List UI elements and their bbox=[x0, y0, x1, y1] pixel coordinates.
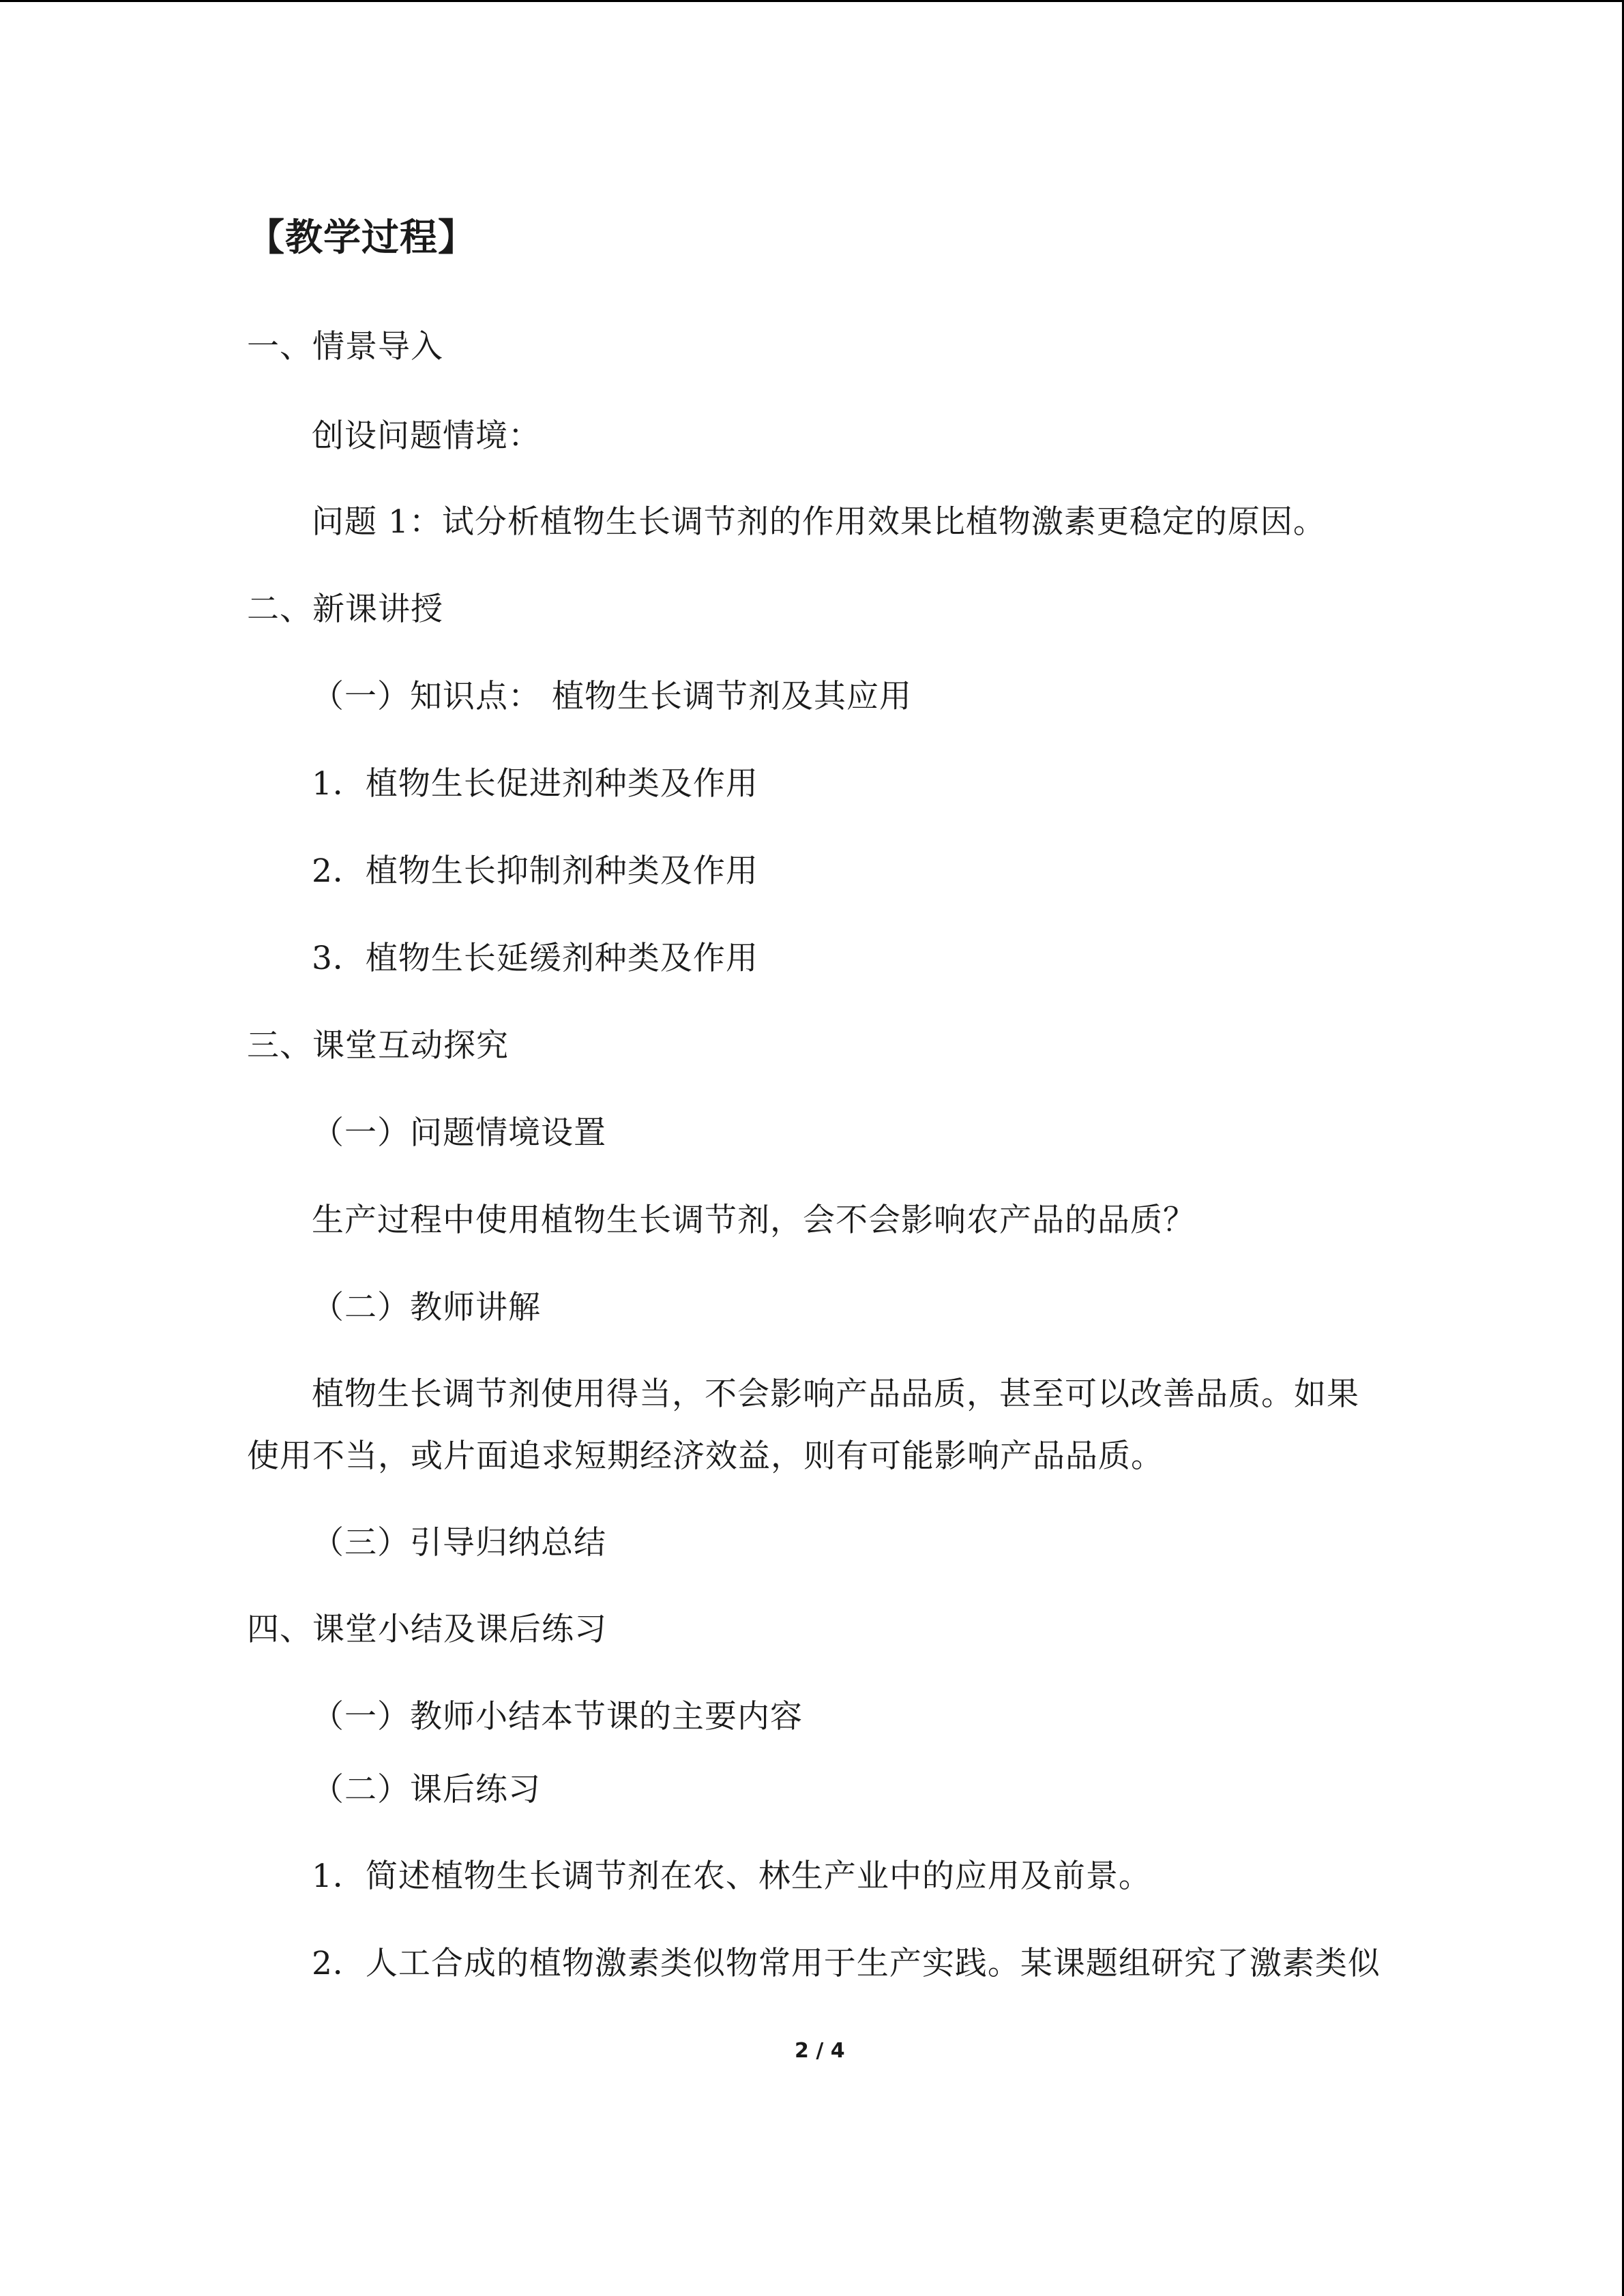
list-item: 1．简述植物生长调节剂在农、林生产业中的应用及前景。 bbox=[312, 1858, 1151, 1895]
paragraph-line: 使用不当，或片面追求短期经济效益，则有可能影响产品品质。 bbox=[247, 1437, 1164, 1475]
heading-new-lesson: 二、新课讲授 bbox=[247, 591, 443, 628]
heading-scene-intro: 一、情景导入 bbox=[247, 328, 443, 366]
heading-class-interaction: 三、课堂互动探究 bbox=[247, 1027, 509, 1064]
list-item: 1．植物生长促进剂种类及作用 bbox=[312, 765, 758, 803]
subheading-knowledge-point: （一）知识点： 植物生长调节剂及其应用 bbox=[312, 678, 912, 715]
heading-summary-exercises: 四、课堂小结及课后练习 bbox=[247, 1611, 607, 1648]
paragraph-line: 创设问题情境： bbox=[312, 417, 541, 455]
paragraph-line: 生产过程中使用植物生长调节剂，会不会影响农产品的品质？ bbox=[312, 1202, 1196, 1239]
subheading: （一）教师小结本节课的主要内容 bbox=[312, 1698, 803, 1735]
subheading: （三）引导归纳总结 bbox=[312, 1524, 606, 1562]
list-item: 3．植物生长延缓剂种类及作用 bbox=[312, 940, 758, 977]
subheading: （二）课后练习 bbox=[312, 1771, 541, 1808]
subheading: （二）教师讲解 bbox=[312, 1289, 541, 1326]
paragraph-line: 问题 1：试分析植物生长调节剂的作用效果比植物激素更稳定的原因。 bbox=[312, 503, 1326, 541]
subheading: （一）问题情境设置 bbox=[312, 1114, 606, 1152]
list-item: 2．人工合成的植物激素类似物常用于生产实践。某课题组研究了激素类似 bbox=[312, 1945, 1381, 1982]
paragraph-line: 植物生长调节剂使用得当，不会影响产品品质，甚至可以改善品质。如果 bbox=[312, 1375, 1359, 1413]
list-item: 2．植物生长抑制剂种类及作用 bbox=[312, 852, 758, 890]
page-number: 2 / 4 bbox=[795, 2039, 845, 2063]
section-title: 【教学过程】 bbox=[247, 215, 477, 259]
